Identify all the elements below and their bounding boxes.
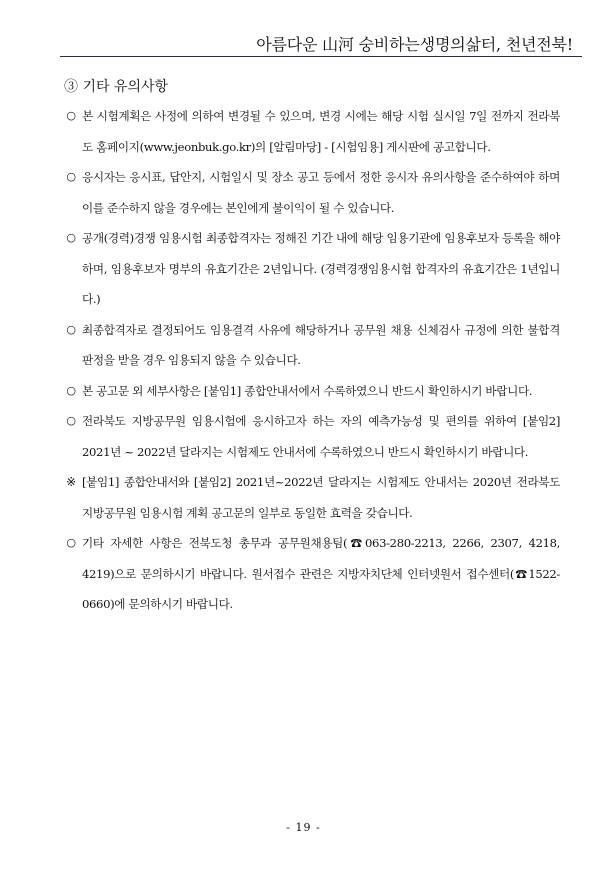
section-heading: ③ 기타 유의사항 [64, 79, 169, 95]
list-item [60, 101, 560, 162]
list-item-text: 기타 자세한 사항은 전북도청 총무과 공무원채용팀(☎063-280-2213, 2266, 2307, 4218, 4219)으로 문의하시기 바랍니다. 원서접수 관련은 지방자치단체 인터넷원서 접수센터(☎1522-0660)에 문의하시기 바랍니다. [82, 536, 560, 611]
list-item [60, 315, 560, 376]
bullet-circle-icon: ○ [66, 536, 76, 549]
list-item [60, 223, 560, 315]
list-item-text: 본 시험계획은 사정에 의하여 변경될 수 있으며, 변경 시에는 해당 시험 실시일 7일 전까지 전라북도 홈페이지(www.jeonbuk.go.kr)의 [알림마당] - [시험임용] 게시판에 공고합니다. [82, 109, 560, 154]
document-header-title: 아름다운 山河 숭비하는생명의삶터, 천년전북! [256, 35, 573, 54]
list-item-text: 공개(경력)경쟁 임용시험 최종합격자는 정해진 기간 내에 해당 임용기관에 임용후보자 등록을 해야 하며, 임용후보자 명부의 유효기간은 2년입니다. (경력경쟁임용시험 합격자의 유효기간은 1년입니다.) [82, 231, 560, 306]
header-divider [60, 56, 582, 57]
bullet-circle-icon: ○ [66, 322, 76, 336]
bullet-circle-icon: ○ [66, 109, 76, 122]
list-item [60, 162, 560, 223]
list-item-text: 전라북도 지방공무원 임용시험에 응시하고자 하는 자의 예측가능성 및 편의를 위하여 [붙임2] 2021년 ~ 2022년 달라지는 시험제도 안내서에 수록하였으니 반드시 확인하시기 바랍니다. [82, 414, 560, 459]
notice-list [60, 101, 560, 620]
reference-mark-icon: ※ [66, 475, 76, 489]
bullet-circle-icon: ○ [66, 414, 76, 427]
list-item-text: 본 공고문 외 세부사항은 [붙임1] 종합안내서에서 수록하였으니 반드시 확인하시기 바랍니다. [82, 383, 533, 398]
note-item-text: [붙임1] 종합안내서와 [붙임2] 2021년~2022년 달라지는 시험제도 안내서는 2020년 전라북도 지방공무원 임용시험 계획 공고문의 일부로 동일한 효력을 갖습니다. [82, 475, 560, 520]
bullet-circle-icon: ○ [66, 383, 76, 397]
list-item-text: 최종합격자로 결정되어도 임용결격 사유에 해당하거나 공무원 채용 신체검사 규정에 의한 불합격 판정을 받을 경우 임용되지 않을 수 있습니다. [82, 322, 560, 367]
list-item [60, 376, 560, 407]
list-item-text: 응시자는 응시표, 답안지, 시험일시 및 장소 공고 등에서 정한 응시자 유의사항을 준수하여야 하며 이를 준수하지 않을 경우에는 본인에게 불이익이 될 수 있습니다. [82, 170, 560, 215]
bullet-circle-icon: ○ [66, 231, 76, 244]
list-item [60, 406, 560, 467]
note-item [60, 467, 560, 528]
page-number: - 19 - [286, 821, 321, 834]
bullet-circle-icon: ○ [66, 170, 76, 183]
list-item [60, 528, 560, 620]
